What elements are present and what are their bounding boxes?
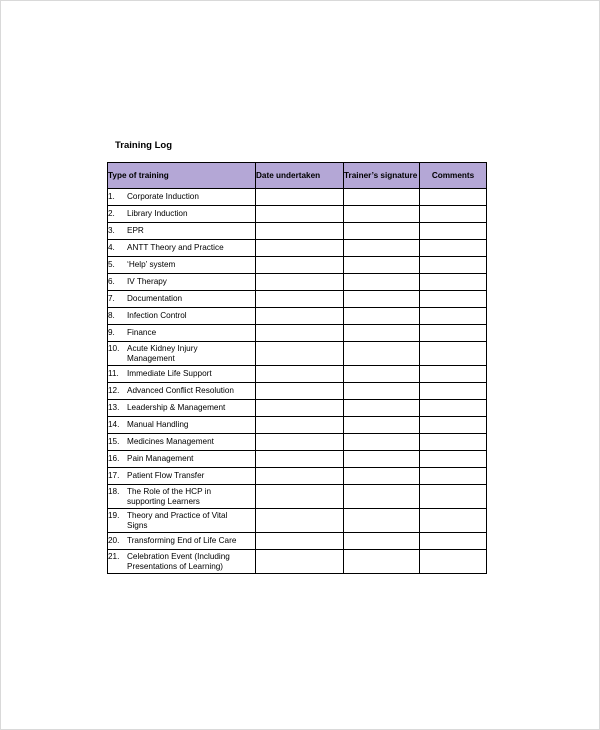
item-number: 5. (108, 260, 115, 270)
trainer-signature-cell[interactable] (344, 308, 420, 325)
date-undertaken-cell[interactable] (256, 189, 344, 206)
header-trainer-signature: Trainer’s signature (344, 163, 420, 189)
trainer-signature-cell[interactable] (344, 383, 420, 400)
training-type-label: Immediate Life Support (127, 369, 212, 379)
date-undertaken-cell[interactable] (256, 366, 344, 383)
trainer-signature-cell[interactable] (344, 400, 420, 417)
training-type-cell (108, 417, 256, 434)
item-number: 15. (108, 437, 120, 447)
item-number: 17. (108, 471, 120, 481)
date-undertaken-cell[interactable] (256, 206, 344, 223)
table-row (108, 291, 487, 308)
training-type-label: Transforming End of Life Care (127, 536, 237, 546)
trainer-signature-cell[interactable] (344, 291, 420, 308)
table-row (108, 400, 487, 417)
training-type-label: Advanced Conflict Resolution (127, 386, 234, 396)
date-undertaken-cell[interactable] (256, 325, 344, 342)
training-type-label: Acute Kidney Injury Management (127, 344, 198, 363)
table-row (108, 223, 487, 240)
training-type-cell (108, 308, 256, 325)
item-number: 6. (108, 277, 115, 287)
training-type-label: Patient Flow Transfer (127, 471, 205, 481)
table-row (108, 434, 487, 451)
item-number: 18. (108, 487, 120, 496)
training-type-label: Library Induction (127, 209, 188, 219)
training-type-cell (108, 274, 256, 291)
training-type-label: Documentation (127, 294, 183, 304)
date-undertaken-cell[interactable] (256, 223, 344, 240)
trainer-signature-cell[interactable] (344, 257, 420, 274)
training-type-label: Corporate Induction (127, 192, 199, 202)
comments-cell[interactable] (420, 274, 487, 291)
comments-cell[interactable] (420, 189, 487, 206)
training-type-cell (108, 485, 256, 509)
training-type-cell (108, 291, 256, 308)
date-undertaken-cell[interactable] (256, 257, 344, 274)
date-undertaken-cell[interactable] (256, 308, 344, 325)
training-type-cell (108, 223, 256, 240)
table-row (108, 257, 487, 274)
date-undertaken-cell[interactable] (256, 485, 344, 509)
training-type-cell (108, 240, 256, 257)
comments-cell[interactable] (420, 533, 487, 550)
trainer-signature-cell[interactable] (344, 325, 420, 342)
date-undertaken-cell[interactable] (256, 383, 344, 400)
date-undertaken-cell[interactable] (256, 417, 344, 434)
item-number: 1. (108, 192, 115, 202)
item-number: 20. (108, 536, 120, 546)
item-number: 11. (108, 369, 119, 379)
item-number: 10. (108, 344, 120, 353)
training-type-cell (108, 400, 256, 417)
table-row (108, 451, 487, 468)
comments-cell[interactable] (420, 485, 487, 509)
training-type-label: The Role of the HCP in supporting Learners (127, 487, 212, 506)
table-row (108, 509, 487, 533)
comments-cell[interactable] (420, 434, 487, 451)
item-number: 7. (108, 294, 115, 304)
document-title: Training Log (115, 140, 172, 151)
training-type-label: Medicines Management (127, 437, 214, 447)
table-row (108, 383, 487, 400)
trainer-signature-cell[interactable] (344, 533, 420, 550)
item-number: 19. (108, 511, 120, 520)
trainer-signature-cell[interactable] (344, 451, 420, 468)
comments-cell[interactable] (420, 366, 487, 383)
training-type-cell (108, 451, 256, 468)
trainer-signature-cell[interactable] (344, 189, 420, 206)
trainer-signature-cell[interactable] (344, 434, 420, 451)
training-type-label: Celebration Event (Including Presentations of Learning) (127, 552, 230, 571)
training-type-cell (108, 257, 256, 274)
item-number: 16. (108, 454, 120, 464)
trainer-signature-cell[interactable] (344, 509, 420, 533)
comments-cell[interactable] (420, 550, 487, 574)
table-row (108, 308, 487, 325)
date-undertaken-cell[interactable] (256, 468, 344, 485)
item-number: 4. (108, 243, 115, 253)
date-undertaken-cell[interactable] (256, 342, 344, 366)
table-row (108, 417, 487, 434)
item-number: 8. (108, 311, 115, 321)
training-type-label: ANTT Theory and Practice (127, 243, 224, 253)
trainer-signature-cell[interactable] (344, 206, 420, 223)
comments-cell[interactable] (420, 383, 487, 400)
training-type-label: Manual Handling (127, 420, 189, 430)
date-undertaken-cell[interactable] (256, 509, 344, 533)
header-comments: Comments (420, 163, 487, 189)
table-row (108, 468, 487, 485)
item-number: 3. (108, 226, 115, 236)
trainer-signature-cell[interactable] (344, 342, 420, 366)
date-undertaken-cell[interactable] (256, 240, 344, 257)
training-type-cell (108, 550, 256, 574)
trainer-signature-cell[interactable] (344, 240, 420, 257)
date-undertaken-cell[interactable] (256, 533, 344, 550)
training-type-cell (108, 509, 256, 533)
training-type-label: Theory and Practice of Vital Signs (127, 511, 228, 530)
training-log-body (108, 189, 487, 574)
trainer-signature-cell[interactable] (344, 485, 420, 509)
table-row (108, 550, 487, 574)
table-row (108, 366, 487, 383)
item-number: 2. (108, 209, 115, 219)
date-undertaken-cell[interactable] (256, 451, 344, 468)
comments-cell[interactable] (420, 451, 487, 468)
table-row (108, 274, 487, 291)
comments-cell[interactable] (420, 257, 487, 274)
comments-cell[interactable] (420, 325, 487, 342)
training-type-label: ‘Help’ system (127, 260, 176, 270)
trainer-signature-cell[interactable] (344, 468, 420, 485)
date-undertaken-cell[interactable] (256, 434, 344, 451)
item-number: 13. (108, 403, 120, 413)
training-type-cell (108, 189, 256, 206)
training-type-cell (108, 206, 256, 223)
training-type-cell (108, 325, 256, 342)
training-type-cell (108, 468, 256, 485)
trainer-signature-cell[interactable] (344, 223, 420, 240)
training-type-cell (108, 533, 256, 550)
table-row (108, 325, 487, 342)
date-undertaken-cell[interactable] (256, 274, 344, 291)
comments-cell[interactable] (420, 240, 487, 257)
table-row (108, 206, 487, 223)
table-row (108, 240, 487, 257)
item-number: 14. (108, 420, 120, 430)
comments-cell[interactable] (420, 206, 487, 223)
training-type-cell (108, 342, 256, 366)
comments-cell[interactable] (420, 468, 487, 485)
trainer-signature-cell[interactable] (344, 417, 420, 434)
training-type-cell (108, 366, 256, 383)
comments-cell[interactable] (420, 509, 487, 533)
item-number: 9. (108, 328, 115, 338)
training-type-cell (108, 383, 256, 400)
table-row (108, 189, 487, 206)
training-log-table (107, 162, 487, 574)
training-type-label: Leadership & Management (127, 403, 226, 413)
training-type-label: Finance (127, 328, 157, 338)
training-type-label: Pain Management (127, 454, 194, 464)
item-number: 21. (108, 552, 120, 561)
comments-cell[interactable] (420, 417, 487, 434)
comments-cell[interactable] (420, 400, 487, 417)
header-row (108, 163, 487, 189)
trainer-signature-cell[interactable] (344, 550, 420, 574)
table-row (108, 485, 487, 509)
trainer-signature-cell[interactable] (344, 274, 420, 291)
item-number: 12. (108, 386, 120, 396)
training-type-cell (108, 434, 256, 451)
trainer-signature-cell[interactable] (344, 366, 420, 383)
comments-cell[interactable] (420, 223, 487, 240)
date-undertaken-cell[interactable] (256, 400, 344, 417)
table-row (108, 533, 487, 550)
comments-cell[interactable] (420, 342, 487, 366)
comments-cell[interactable] (420, 291, 487, 308)
table-row (108, 342, 487, 366)
date-undertaken-cell[interactable] (256, 291, 344, 308)
header-date-undertaken: Date undertaken (256, 163, 344, 189)
date-undertaken-cell[interactable] (256, 550, 344, 574)
header-type-of-training: Type of training (108, 163, 256, 189)
training-type-label: EPR (127, 226, 144, 236)
comments-cell[interactable] (420, 308, 487, 325)
training-type-label: Infection Control (127, 311, 187, 321)
training-type-label: IV Therapy (127, 277, 167, 287)
